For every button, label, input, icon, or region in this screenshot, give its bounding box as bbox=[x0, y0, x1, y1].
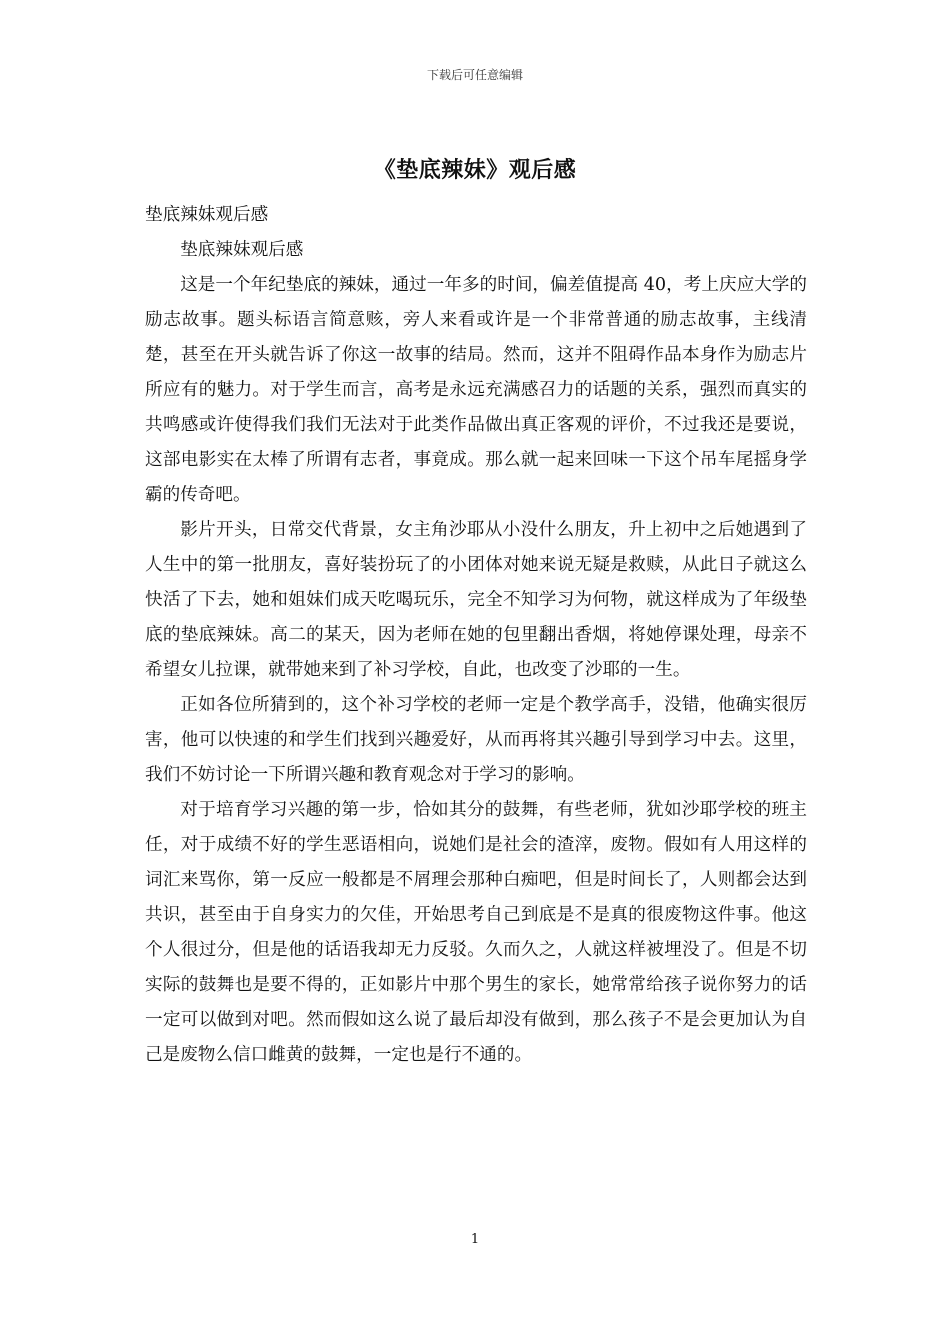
document-title: 《垫底辣妹》观后感 bbox=[373, 157, 577, 183]
paragraph: 垫底辣妹观后感 bbox=[145, 205, 269, 225]
paragraph: 垫底辣妹观后感 bbox=[180, 240, 304, 260]
page-number: 1 bbox=[470, 1232, 480, 1247]
page-header: 下载后可任意编辑 bbox=[426, 68, 523, 82]
paragraph: 这是一个年纪垫底的辣妹，通过一年多的时间，偏差值提高 40，考上庆应大学的励志故事。题头标语言简意赅，旁人来看或许是一个非常普通的励志故事，主线清楚，甚至在开头就告诉了你这一故事的结局。然而，这并不阻碍作品本身作为励志片所应有的魅力。对于学生而言，高考是永远充满感召力的话题的关系，强烈而真实的共鸣感或许使得我们我们无法对于此类作品做出真正客观的评价，不过我还是要说，这部电影实在太棒了所谓有志者，事竟成。那么就一起来回味一下这个吊车尾摇身学霸的传奇吧。 bbox=[145, 275, 807, 505]
document-body bbox=[145, 198, 807, 1073]
paragraph: 对于培育学习兴趣的第一步，恰如其分的鼓舞，有些老师，犹如沙耶学校的班主任，对于成绩不好的学生恶语相向，说她们是社会的渣滓，废物。假如有人用这样的词汇来骂你，第一反应一般都是不屑理会那种白痴吧，但是时间长了，人则都会达到共识，甚至由于自身实力的欠佳，开始思考自己到底是不是真的很废物这件事。他这个人很过分，但是他的话语我却无力反驳。久而久之，人就这样被埋没了。但是不切实际的鼓舞也是要不得的，正如影片中那个男生的家长，她常常给孩子说你努力的话一定可以做到对吧。然而假如这么说了最后却没有做到，那么孩子不是会更加认为自己是废物么信口雌黄的鼓舞，一定也是行不通的。 bbox=[145, 800, 807, 1065]
paragraph: 正如各位所猜到的，这个补习学校的老师一定是个教学高手，没错，他确实很厉害，他可以快速的和学生们找到兴趣爱好，从而再将其兴趣引导到学习中去。这里，我们不妨讨论一下所谓兴趣和教育观念对于学习的影响。 bbox=[145, 695, 807, 785]
paragraph: 影片开头，日常交代背景，女主角沙耶从小没什么朋友，升上初中之后她遇到了人生中的第一批朋友，喜好装扮玩了的小团体对她来说无疑是救赎，从此日子就这么快活了下去，她和姐妹们成天吃喝玩乐，完全不知学习为何物，就这样成为了年级垫底的垫底辣妹。高二的某天，因为老师在她的包里翻出香烟，将她停课处理，母亲不希望女儿拉课，就带她来到了补习学校，自此，也改变了沙耶的一生。 bbox=[145, 520, 807, 680]
